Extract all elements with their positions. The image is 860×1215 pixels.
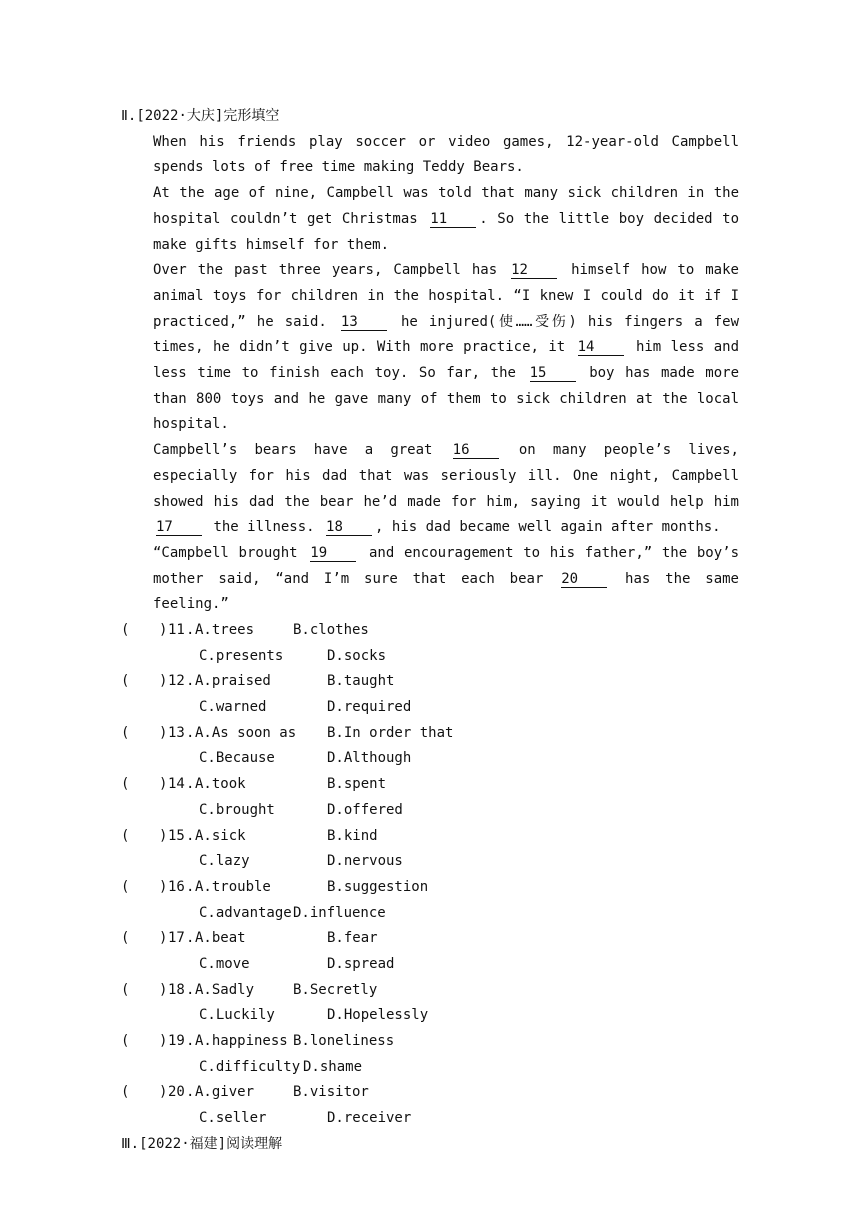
option-c: C.Because <box>199 750 275 767</box>
passage-text: himself how to make animal toys for children in the hospital. “I knew I could do it if I practiced,” he said. <box>153 262 739 330</box>
question-row <box>121 926 739 952</box>
question-row <box>121 1029 739 1055</box>
answer-paren-close: ) <box>159 1033 168 1050</box>
option-a: A.praised <box>195 673 271 690</box>
passage-text: , his dad became well again after months. <box>375 519 721 536</box>
option-d: D.influence <box>293 904 386 921</box>
option-b: B.Secretly <box>293 981 378 998</box>
blank-14[interactable]: 14 <box>578 340 624 356</box>
option-a: A.giver <box>195 1084 255 1101</box>
option-d: D.nervous <box>327 853 403 870</box>
answer-paren-close: ) <box>159 878 168 895</box>
blank-20[interactable]: 20 <box>561 572 607 588</box>
passage-text: boy has made more than 800 toys and he gave many of them to sick children at the local hospital. <box>153 365 739 433</box>
option-a: A.trees <box>195 622 255 639</box>
question-number-dot: . <box>186 1084 195 1101</box>
question-number: 14 <box>168 776 185 793</box>
passage-text: “Campbell brought <box>153 544 298 561</box>
option-a: A.sick <box>195 827 246 844</box>
option-a: A.Sadly <box>195 981 255 998</box>
option-b: B.clothes <box>293 622 369 639</box>
blank-15[interactable]: 15 <box>530 366 576 382</box>
option-b: B.In order that <box>327 724 454 741</box>
question-number: 20 <box>168 1084 185 1101</box>
option-b: B.suggestion <box>327 878 429 895</box>
question-number-dot: . <box>186 981 195 998</box>
passage-text: Campbell’s bears have a great <box>153 442 433 459</box>
question-number: 18 <box>168 981 185 998</box>
passage-text: At the age of nine, Campbell was told that many sick children in the hospital couldn’t get Christmas <box>153 185 739 227</box>
question-row <box>121 824 739 850</box>
option-b: B.visitor <box>293 1084 369 1101</box>
question-row <box>121 1080 739 1106</box>
option-c: C.warned <box>199 699 267 716</box>
question-row <box>121 875 739 901</box>
answer-paren-close: ) <box>159 930 168 947</box>
passage-text: the illness. <box>213 519 315 536</box>
question-row-continued <box>121 952 739 978</box>
question-number-dot: . <box>186 878 195 895</box>
question-row-continued <box>121 746 739 772</box>
question-row-continued <box>121 1003 739 1029</box>
question-row <box>121 669 739 695</box>
passage-paragraph-2 <box>121 181 739 258</box>
document-page <box>121 104 739 1157</box>
option-b: B.spent <box>327 776 387 793</box>
question-row-continued <box>121 1106 739 1132</box>
answer-paren-open[interactable]: ( <box>121 622 130 639</box>
option-d: D.Although <box>327 750 412 767</box>
question-number: 13 <box>168 724 185 741</box>
answer-paren-open[interactable]: ( <box>121 878 130 895</box>
answer-paren-close: ) <box>159 1084 168 1101</box>
passage-text: he injured(使……受伤) his fingers a few times, he didn’t give up. With more practice, it <box>153 313 739 356</box>
question-number: 12 <box>168 673 185 690</box>
option-a: A.happiness <box>195 1033 288 1050</box>
answer-paren-close: ) <box>159 724 168 741</box>
option-d: D.required <box>327 699 412 716</box>
answer-paren-close: ) <box>159 673 168 690</box>
option-c: C.move <box>199 955 250 972</box>
option-a: A.beat <box>195 930 246 947</box>
passage-text: and encouragement to his father,” the boy’s mother said, “and I’m sure that each bear <box>153 544 739 587</box>
passage-text: Over the past three years, Campbell has <box>153 262 498 279</box>
passage-paragraph-5 <box>121 541 739 618</box>
answer-paren-close: ) <box>159 622 168 639</box>
question-row <box>121 721 739 747</box>
question-number-dot: . <box>186 930 195 947</box>
section-3-heading: Ⅲ.[2022·福建]阅读理解 <box>121 1135 283 1152</box>
option-d: D.spread <box>327 955 395 972</box>
option-c: C.presents <box>199 647 284 664</box>
answer-paren-open[interactable]: ( <box>121 1084 130 1101</box>
answer-paren-open[interactable]: ( <box>121 981 130 998</box>
option-a: A.trouble <box>195 878 271 895</box>
section-2-heading: Ⅱ.[2022·大庆]完形填空 <box>121 108 280 124</box>
question-number-dot: . <box>186 673 195 690</box>
question-number: 17 <box>168 930 185 947</box>
answer-paren-open[interactable]: ( <box>121 724 130 741</box>
question-number: 15 <box>168 827 185 844</box>
option-c: C.advantage <box>199 904 292 921</box>
option-a: A.As soon as <box>195 724 297 741</box>
question-row <box>121 618 739 644</box>
option-d: D.Hopelessly <box>327 1007 429 1024</box>
option-b: B.loneliness <box>293 1033 395 1050</box>
option-c: C.seller <box>199 1110 267 1127</box>
question-row-continued <box>121 1055 739 1081</box>
option-c: C.brought <box>199 801 275 818</box>
blank-19[interactable]: 19 <box>310 546 356 562</box>
passage-paragraph-3 <box>121 258 739 438</box>
question-number-dot: . <box>186 622 195 639</box>
option-d: D.receiver <box>327 1110 412 1127</box>
question-row <box>121 772 739 798</box>
question-row-continued <box>121 695 739 721</box>
answer-paren-open[interactable]: ( <box>121 1033 130 1050</box>
answer-paren-open[interactable]: ( <box>121 673 130 690</box>
question-number: 19 <box>168 1033 185 1050</box>
option-b: B.taught <box>327 673 395 690</box>
option-c: C.lazy <box>199 853 250 870</box>
passage-text: . So the little boy decided to make gifts himself for them. <box>153 210 739 253</box>
answer-paren-open[interactable]: ( <box>121 827 130 844</box>
question-number-dot: . <box>186 1033 195 1050</box>
answer-paren-close: ) <box>159 981 168 998</box>
question-row-continued <box>121 798 739 824</box>
question-list <box>121 618 739 1132</box>
question-number-dot: . <box>186 827 195 844</box>
question-row-continued <box>121 644 739 670</box>
answer-paren-open[interactable]: ( <box>121 776 130 793</box>
passage-text: When his friends play soccer or video games, 12-year-old Campbell spends lots of free time making Teddy Bears. <box>153 133 739 176</box>
passage-text: on many people’s lives, especially for his dad that was seriously ill. One night, Campbell showed his dad the bear he’d made for him, saying it would help him <box>153 442 739 510</box>
option-b: B.fear <box>327 930 378 947</box>
blank-18[interactable]: 18 <box>326 520 372 536</box>
answer-paren-close: ) <box>159 827 168 844</box>
passage-paragraph-1 <box>121 130 739 181</box>
answer-paren-close: ) <box>159 776 168 793</box>
question-row <box>121 978 739 1004</box>
option-b: B.kind <box>327 827 378 844</box>
passage-text: him less and less time to finish each toy. So far, the <box>153 339 739 382</box>
option-c: C.Luckily <box>199 1007 275 1024</box>
option-d: D.offered <box>327 801 403 818</box>
blank-17[interactable]: 17 <box>156 520 202 536</box>
option-d: D.socks <box>327 647 387 664</box>
option-a: A.took <box>195 776 246 793</box>
blank-12[interactable]: 12 <box>511 263 557 279</box>
passage-paragraph-4 <box>121 438 739 541</box>
question-number-dot: . <box>186 776 195 793</box>
blank-11[interactable]: 11 <box>430 212 476 228</box>
passage-text: has the same feeling.” <box>153 570 739 613</box>
question-number: 11 <box>168 622 185 639</box>
option-d: D.shame <box>303 1058 363 1075</box>
question-row-continued <box>121 849 739 875</box>
question-number: 16 <box>168 878 185 895</box>
answer-paren-open[interactable]: ( <box>121 930 130 947</box>
question-row-continued <box>121 901 739 927</box>
blank-16[interactable]: 16 <box>453 443 499 459</box>
question-number-dot: . <box>186 724 195 741</box>
blank-13[interactable]: 13 <box>341 315 387 331</box>
option-c: C.difficulty <box>199 1058 301 1075</box>
